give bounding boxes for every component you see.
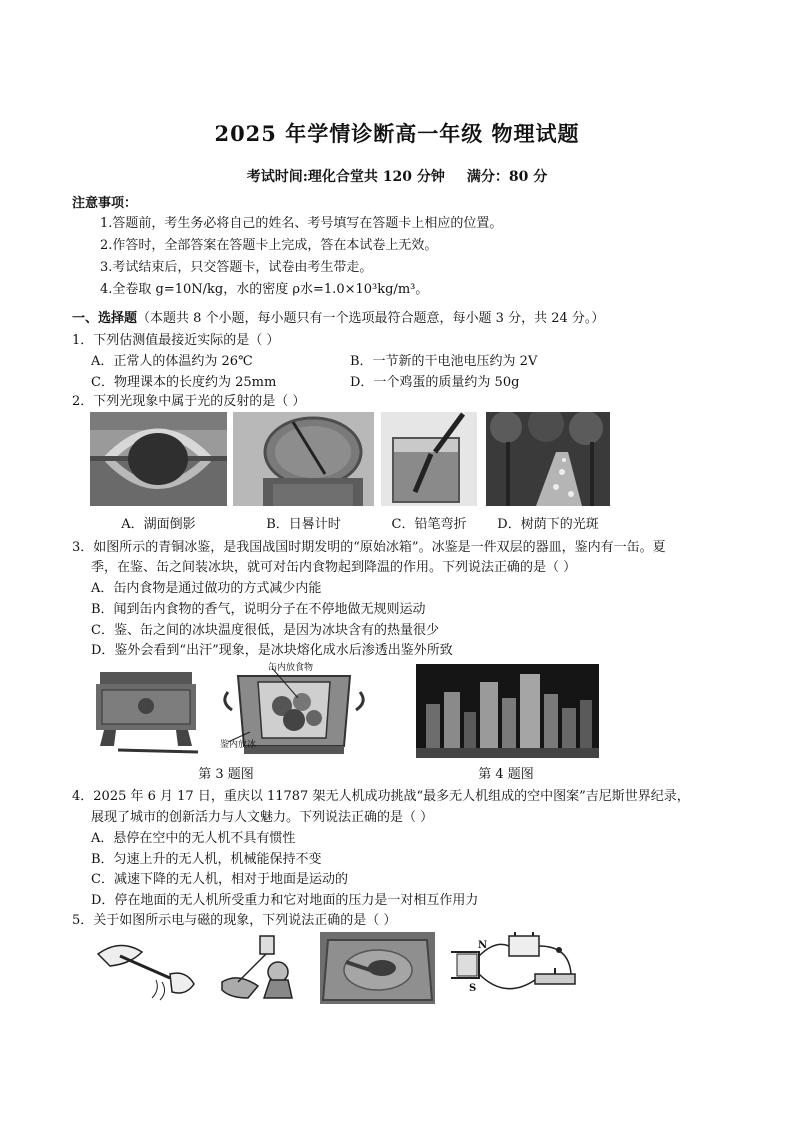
notice-item-4: 4.全卷取 g=10N/kg，水的密度 ρ水=1.0×10³kg/m³。 bbox=[100, 282, 429, 297]
q1-option-a: A．正常人的体温约为 26℃ bbox=[91, 354, 253, 369]
magnet-label-s: S bbox=[469, 983, 477, 994]
q2-caption-c: C．铅笔弯折 bbox=[391, 517, 467, 532]
q3-option-d: D．鉴外会看到“出汗”现象，是冰块熔化成水后渗透出鉴外所致 bbox=[91, 643, 453, 658]
electric-shock-illustration bbox=[208, 932, 308, 1004]
section-1-header bbox=[72, 307, 604, 326]
q3-stem-line-2: 季，在鉴、缶之间装冰块，就可对缶内食物起到降温的作用。下列说法正确的是（ ） bbox=[91, 560, 577, 575]
bronze-ice-chest-photo bbox=[88, 666, 204, 758]
q1-stem: 1．下列估测值最接近实际的是（ ） bbox=[72, 333, 280, 348]
q1-option-d: D．一个鸡蛋的质量约为 50g bbox=[350, 375, 520, 390]
q1-option-b: B．一节新的干电池电压约为 2V bbox=[350, 354, 538, 369]
electromagnet-circuit-diagram bbox=[445, 930, 585, 1004]
section-1-desc: （本题共 8 个小题，每小题只有一个选项最符合题意，每小题 3 分，共 24 分。） bbox=[137, 311, 605, 326]
q4-option-b: B．匀速上升的无人机，机械能保持不变 bbox=[91, 852, 322, 867]
compass-spoon-photo bbox=[320, 932, 435, 1004]
notice-heading: 注意事项： bbox=[72, 196, 138, 211]
q2-caption-a: A．湖面倒影 bbox=[121, 517, 196, 532]
diagram-label-ice: 鉴内放冰 bbox=[220, 740, 257, 750]
q3-option-b: B．闻到缶内食物的香气，说明分子在不停地做无规则运动 bbox=[91, 602, 426, 617]
q4-option-a: A．悬停在空中的无人机不具有惯性 bbox=[91, 831, 296, 846]
section-1-heading: 一、选择题 bbox=[72, 311, 138, 326]
q2-stem: 2．下列光现象中属于光的反射的是（ ） bbox=[72, 394, 306, 409]
page-title: 2025 年学情诊断高一年级 物理试题 bbox=[214, 121, 580, 146]
q5-stem: 5．关于如图所示电与磁的现象，下列说法正确的是（ ） bbox=[72, 913, 397, 928]
q4-option-c: C．减速下降的无人机，相对于地面是运动的 bbox=[91, 872, 348, 887]
q2-caption-b: B．日晷计时 bbox=[266, 517, 341, 532]
diagram-label-food: 缶内放食物 bbox=[268, 663, 314, 673]
notice-item-3: 3.考试结束后，只交答题卡，试卷由考生带走。 bbox=[100, 260, 373, 275]
sundial-photo bbox=[233, 412, 374, 506]
q3-option-c: C．鉴、缶之间的冰块温度很低，是因为冰块含有的热量很少 bbox=[91, 623, 439, 638]
q3-stem-line-1: 3．如图所示的青铜冰鉴，是我国战国时期发明的“原始冰箱”。冰鉴是一件双层的器皿，鉴内有一缶。夏 bbox=[72, 540, 666, 555]
drone-show-photo bbox=[416, 664, 599, 758]
q4-stem-line-1: 4．2025 年 6 月 17 日，重庆以 11787 架无人机成功挑战“最多无人机组成的空中图案”吉尼斯世界纪录， bbox=[72, 789, 690, 804]
exam-info bbox=[0, 166, 794, 186]
exam-time: 考试时间:理化合堂共 120 分钟 bbox=[246, 169, 445, 185]
rubbed-rod-illustration bbox=[90, 934, 202, 1004]
q3-option-a: A．缶内食物是通过做功的方式减少内能 bbox=[91, 581, 322, 596]
q4-figure-caption: 第 4 题图 bbox=[478, 767, 534, 782]
notice-item-2: 2.作答时，全部答案在答题卡上完成，答在本试卷上无效。 bbox=[100, 238, 438, 253]
q4-stem-line-2: 展现了城市的创新活力与人文魅力。下列说法正确的是（ ） bbox=[91, 810, 434, 825]
magnet-label-n: N bbox=[478, 940, 488, 951]
q2-caption-d: D．树荫下的光斑 bbox=[497, 517, 599, 532]
q1-option-c: C．物理课本的长度约为 25mm bbox=[91, 375, 277, 390]
tree-shade-photo bbox=[486, 412, 610, 506]
notice-item-1: 1.答题前，考生务必将自己的姓名、考号填写在答题卡上相应的位置。 bbox=[100, 216, 503, 231]
lake-reflection-photo bbox=[90, 412, 227, 506]
pencil-in-water-photo bbox=[381, 412, 477, 506]
q3-figure-caption: 第 3 题图 bbox=[198, 767, 254, 782]
full-score: 满分：80 分 bbox=[466, 169, 548, 185]
q4-option-d: D．停在地面的无人机所受重力和它对地面的压力是一对相互作用力 bbox=[91, 893, 479, 908]
